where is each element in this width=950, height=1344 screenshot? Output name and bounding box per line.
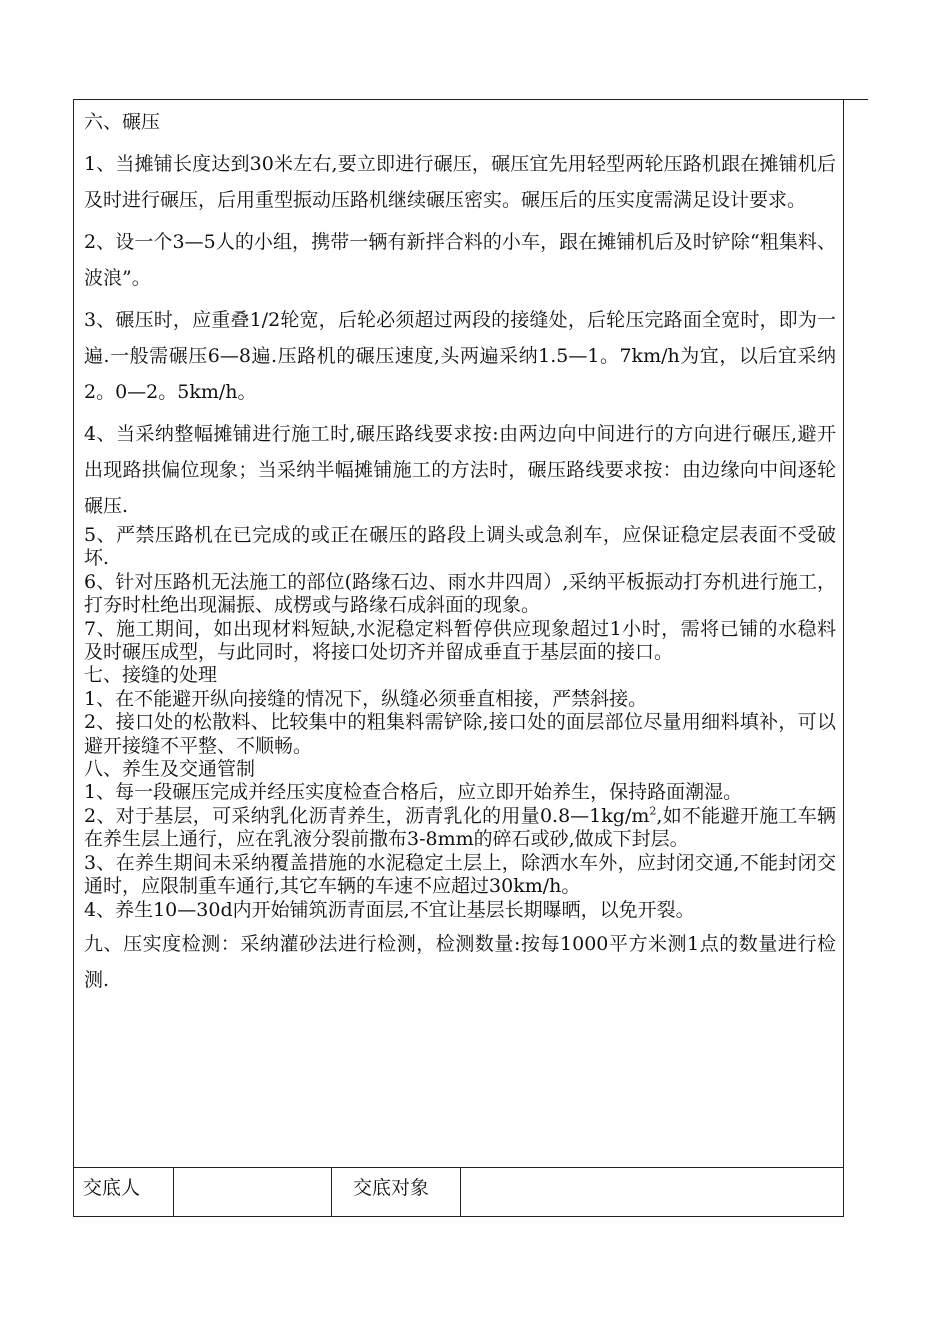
paragraph-curing-2	[84, 805, 836, 852]
paragraph-compaction-5: 5、严禁压路机在已完成的或正在碾压的路段上调头或急刹车，应保证稳定层表面不受破坏.	[84, 524, 836, 570]
handover-target-label: 交底对象	[332, 1168, 461, 1217]
document-body	[84, 104, 836, 1004]
paragraph-compaction-2: 2、设一个3—5人的小组，携带一辆有新拌合料的小车，跟在摊铺机后及时铲除“粗集料、波浪”。	[84, 231, 836, 289]
paragraph-joints-2: 2、接口处的松散料、比较集中的粗集料需铲除,接口处的面层部位尽量用细料填补，可以避开接缝不平整、不顺畅。	[84, 711, 836, 757]
superscript-2: 2	[649, 804, 657, 818]
paragraph-curing-3: 3、在养生期间未采纳覆盖措施的水泥稳定土层上，除洒水车外，应封闭交通,不能封闭交通时，应限制重车通行,其它车辆的车速不应超过30km/h。	[84, 851, 836, 898]
curing-2-text-b: ,如不能避开施工车辆在养生层上通行，应在乳液分裂前撒布3-8mm的碎石或砂,做成下封层。	[84, 804, 836, 851]
section-heading-joints: 七、接缝的处理	[84, 664, 218, 687]
paragraph-curing-4: 4、养生10—30d内开始铺筑沥青面层,不宜让基层长期曝晒，以免开裂。	[84, 898, 695, 921]
handover-person-label: 交底人	[73, 1168, 174, 1217]
handover-person-field[interactable]	[174, 1168, 332, 1217]
paragraph-compaction-testing: 九、压实度检测：采纳灌砂法进行检测，检测数量:按每1000平方米测1点的数量进行检测.	[84, 932, 836, 991]
paragraph-compaction-1: 1、当摊铺长度达到30米左右,要立即进行碾压，碾压宜先用轻型两轮压路机跟在摊铺机后及时进行碾压，后用重型振动压路机继续碾压密实。碾压后的压实度需满足设计要求。	[84, 153, 836, 211]
signature-row	[73, 1167, 844, 1217]
paragraph-joints-1: 1、在不能避开纵向接缝的情况下，纵缝必须垂直相接，严禁斜接。	[84, 687, 648, 710]
paragraph-compaction-7: 7、施工期间，如出现材料短缺,水泥稳定料暂停供应现象超过1小时，需将已铺的水稳料及时碾压成型，与此同时，将接口处切齐并留成垂直于基层面的接口。	[84, 617, 836, 664]
paragraph-compaction-3: 3、碾压时，应重叠1/2轮宽，后轮必须超过两段的接缝处，后轮压完路面全宽时，即为一遍.一般需碾压6—8遍.压路机的碾压速度,头两遍采纳1.5—1。7km/h为宜，以后宜采纳2。0—2。5km/h。	[84, 309, 836, 403]
handover-target-field[interactable]	[461, 1168, 842, 1217]
page-edge-rule	[844, 99, 868, 100]
section-heading-compaction: 六、碾压	[84, 111, 161, 133]
paragraph-compaction-6: 6、针对压路机无法施工的部位(路缘石边、雨水井四周）,采纳平板振动打夯机进行施工，打夯时杜绝出现漏振、成楞或与路缘石成斜面的现象。	[84, 570, 836, 617]
curing-2-text-a: 2、对于基层，可采纳乳化沥青养生，沥青乳化的用量0.8—1kg/m	[84, 804, 650, 827]
paragraph-compaction-4: 4、当采纳整幅摊铺进行施工时,碾压路线要求按:由两边向中间进行的方向进行碾压,避开出现路拱偏位现象；当采纳半幅摊铺施工的方法时，碾压路线要求按：由边缘向中间逐轮碾压.	[84, 423, 836, 517]
paragraph-curing-1: 1、每一段碾压完成并经压实度检查合格后，应立即开始养生，保持路面潮湿。	[84, 781, 743, 804]
section-heading-curing: 八、养生及交通管制	[84, 758, 256, 781]
